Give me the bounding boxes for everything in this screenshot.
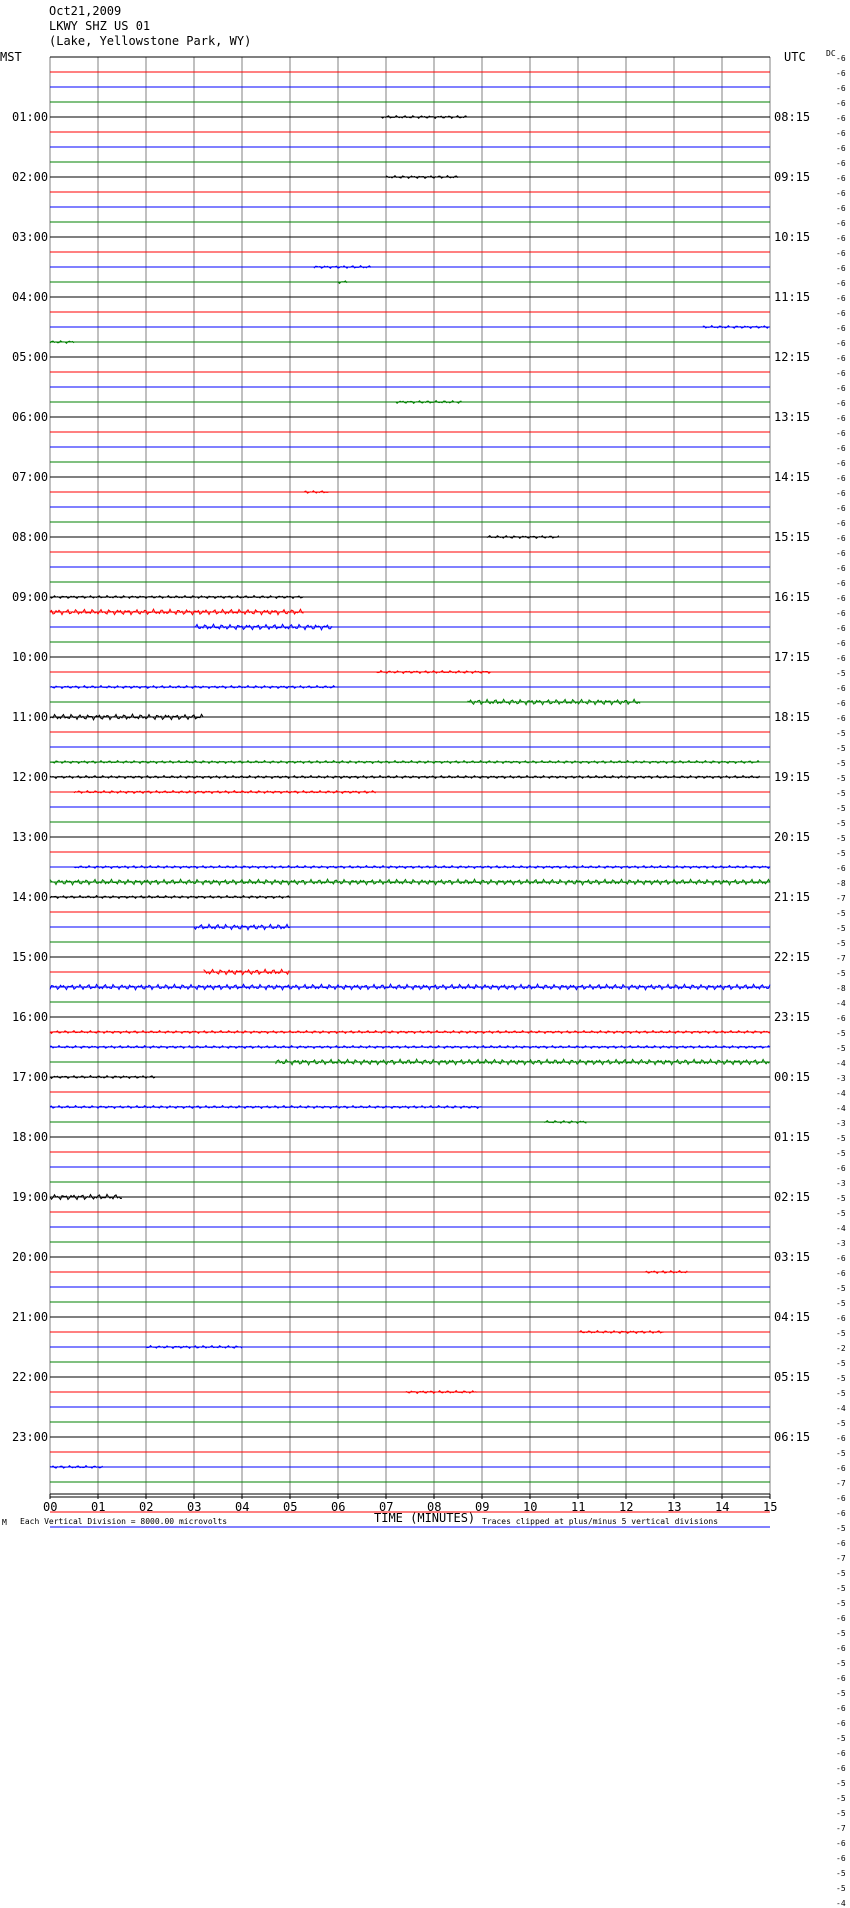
x-tick-label: 10 [523, 1500, 538, 1514]
dc-offset-value: -6 [836, 384, 846, 393]
mst-hour-label: 04:00 [12, 290, 49, 304]
dc-offset-value: -4 [836, 1059, 846, 1068]
dc-offset-value: -5 [836, 669, 846, 678]
mst-hour-label: 23:00 [12, 1430, 49, 1444]
dc-offset-value: -3 [836, 1239, 846, 1248]
dc-offset-value: -7 [836, 954, 846, 963]
dc-offset-value: -6 [836, 159, 846, 168]
utc-hour-label: 18:15 [774, 710, 811, 724]
utc-hour-label: 10:15 [774, 230, 811, 244]
clip-note: Traces clipped at plus/minus 5 vertical divisions [482, 1517, 719, 1526]
dc-offset-value: -8 [836, 879, 846, 888]
dc-offset-value: -6 [836, 174, 846, 183]
dc-offset-value: -5 [836, 789, 846, 798]
dc-offset-value: -6 [836, 1614, 846, 1623]
mst-hour-label: 07:00 [12, 470, 49, 484]
mst-hour-label: 16:00 [12, 1010, 49, 1024]
utc-hour-label: 00:15 [774, 1070, 811, 1084]
dc-offset-value: -6 [836, 1704, 846, 1713]
mst-hour-label: 12:00 [12, 770, 49, 784]
mst-hour-label: 17:00 [12, 1070, 49, 1084]
dc-offset-value: -6 [836, 1464, 846, 1473]
dc-offset-value: -6 [836, 1839, 846, 1848]
dc-offset-value: -6 [836, 204, 846, 213]
dc-offset-value: -6 [836, 1644, 846, 1653]
x-axis-title: TIME (MINUTES) [374, 1511, 476, 1525]
x-tick-label: 14 [715, 1500, 730, 1514]
dc-offset-value: -5 [836, 1599, 846, 1608]
utc-hour-label: 20:15 [774, 830, 811, 844]
mst-hour-label: 19:00 [12, 1190, 49, 1204]
station-code: LKWY SHZ US 01 [49, 19, 151, 33]
mst-hour-label: 20:00 [12, 1250, 49, 1264]
utc-hour-label: 19:15 [774, 770, 811, 784]
utc-hour-label: 02:15 [774, 1190, 811, 1204]
dc-offset-label: DC [826, 49, 836, 58]
dc-offset-value: -6 [836, 1494, 846, 1503]
dc-offset-value: -5 [836, 1194, 846, 1203]
dc-offset-value: -5 [836, 1884, 846, 1893]
dc-offset-value: -6 [836, 1434, 846, 1443]
mst-hour-label: 14:00 [12, 890, 49, 904]
dc-offset-value: -6 [836, 144, 846, 153]
utc-hour-label: 21:15 [774, 890, 811, 904]
dc-offset-value: -5 [836, 1449, 846, 1458]
x-tick-label: 04 [235, 1500, 250, 1514]
dc-offset-value: -6 [836, 519, 846, 528]
dc-offset-value: -6 [836, 714, 846, 723]
corner-mark: M [2, 1518, 7, 1527]
utc-hour-label: 13:15 [774, 410, 811, 424]
x-tick-label: 05 [283, 1500, 298, 1514]
dc-offset-value: -3 [836, 1179, 846, 1188]
x-tick-label: 12 [619, 1500, 634, 1514]
dc-offset-value: -5 [836, 924, 846, 933]
dc-offset-value: -5 [836, 1584, 846, 1593]
x-tick-label: 13 [667, 1500, 682, 1514]
dc-offset-value: -6 [836, 609, 846, 618]
utc-hour-label: 03:15 [774, 1250, 811, 1264]
x-tick-label: 02 [139, 1500, 154, 1514]
dc-offset-value: -5 [836, 1044, 846, 1053]
dc-offset-value: -6 [836, 234, 846, 243]
x-tick-label: 11 [571, 1500, 586, 1514]
dc-offset-value: -6 [836, 1314, 846, 1323]
dc-offset-value: -5 [836, 909, 846, 918]
dc-offset-value: -5 [836, 1209, 846, 1218]
dc-offset-value: -5 [836, 969, 846, 978]
dc-offset-value: -6 [836, 684, 846, 693]
dc-offset-value: -5 [836, 759, 846, 768]
dc-offset-value: -6 [836, 84, 846, 93]
dc-offset-value: -5 [836, 1029, 846, 1038]
dc-offset-value: -6 [836, 219, 846, 228]
dc-offset-value: -6 [836, 1539, 846, 1548]
seismic-activity-segment [468, 699, 640, 704]
dc-offset-value: -6 [836, 1674, 846, 1683]
dc-offset-value: -5 [836, 1299, 846, 1308]
dc-offset-value: -5 [836, 1794, 846, 1803]
mst-axis-label: MST [0, 50, 22, 64]
dc-offset-value: -6 [836, 354, 846, 363]
dc-offset-value: -5 [836, 1149, 846, 1158]
dc-offset-value: -6 [836, 414, 846, 423]
mst-hour-label: 06:00 [12, 410, 49, 424]
mst-hour-label: 11:00 [12, 710, 49, 724]
dc-offset-value: -5 [836, 1569, 846, 1578]
dc-offset-value: -7 [836, 1824, 846, 1833]
dc-offset-value: -6 [836, 189, 846, 198]
dc-offset-value: -6 [836, 1749, 846, 1758]
vertical-scale-note: Each Vertical Division = 8000.00 microvolts [20, 1517, 228, 1526]
seismic-activity-segment [578, 1331, 664, 1334]
utc-hour-label: 08:15 [774, 110, 811, 124]
dc-offset-value: -6 [836, 459, 846, 468]
dc-offset-value: -4 [836, 1404, 846, 1413]
dc-offset-value: -6 [836, 309, 846, 318]
mst-hour-label: 08:00 [12, 530, 49, 544]
dc-offset-value: -5 [836, 1779, 846, 1788]
dc-offset-value: -5 [836, 1329, 846, 1338]
dc-offset-value: -6 [836, 1164, 846, 1173]
mst-hour-label: 15:00 [12, 950, 49, 964]
dc-offset-value: -4 [836, 1089, 846, 1098]
dc-offset-value: -6 [836, 639, 846, 648]
utc-hour-label: 09:15 [774, 170, 811, 184]
dc-offset-value: -5 [836, 1374, 846, 1383]
dc-offset-value: -5 [836, 1869, 846, 1878]
mst-hour-label: 22:00 [12, 1370, 49, 1384]
dc-offset-value: -5 [836, 1689, 846, 1698]
mst-hour-label: 05:00 [12, 350, 49, 364]
dc-offset-value: -6 [836, 1269, 846, 1278]
utc-hour-label: 16:15 [774, 590, 811, 604]
dc-offset-value: -3 [836, 1074, 846, 1083]
seismic-activity-segment [405, 1391, 477, 1394]
x-tick-label: 00 [43, 1500, 58, 1514]
dc-offset-value: -5 [836, 1524, 846, 1533]
dc-offset-value: -4 [836, 1104, 846, 1113]
dc-offset-value: -6 [836, 579, 846, 588]
seismic-activity-segment [381, 116, 467, 119]
dc-offset-value: -5 [836, 1134, 846, 1143]
utc-hour-label: 05:15 [774, 1370, 811, 1384]
utc-hour-label: 11:15 [774, 290, 811, 304]
mst-hour-label: 13:00 [12, 830, 49, 844]
dc-offset-value: -4 [836, 999, 846, 1008]
utc-hour-label: 14:15 [774, 470, 811, 484]
dc-offset-value: -6 [836, 564, 846, 573]
dc-offset-value: -5 [836, 774, 846, 783]
dc-offset-value: -6 [836, 1014, 846, 1023]
dc-offset-value: -6 [836, 864, 846, 873]
seismic-activity-segment [50, 341, 74, 344]
x-tick-label: 07 [379, 1500, 394, 1514]
dc-offset-value: -3 [836, 1119, 846, 1128]
dc-offset-value: -6 [836, 294, 846, 303]
record-date: Oct21,2009 [49, 4, 122, 18]
dc-offset-value: -2 [836, 1344, 846, 1353]
dc-offset-value: -5 [836, 1659, 846, 1668]
dc-offset-value: -7 [836, 894, 846, 903]
mst-hour-label: 09:00 [12, 590, 49, 604]
dc-offset-value: -5 [836, 1284, 846, 1293]
mst-hour-label: 03:00 [12, 230, 49, 244]
utc-hour-label: 15:15 [774, 530, 811, 544]
dc-offset-value: -8 [836, 984, 846, 993]
dc-offset-value: -6 [836, 369, 846, 378]
utc-hour-label: 12:15 [774, 350, 811, 364]
dc-offset-value: -5 [836, 819, 846, 828]
x-tick-label: 03 [187, 1500, 202, 1514]
dc-offset-value: -6 [836, 504, 846, 513]
mst-hour-label: 02:00 [12, 170, 49, 184]
utc-hour-label: 17:15 [774, 650, 811, 664]
dc-offset-value: -6 [836, 264, 846, 273]
dc-offset-value: -6 [836, 1764, 846, 1773]
dc-offset-value: -5 [836, 849, 846, 858]
x-tick-label: 06 [331, 1500, 346, 1514]
dc-offset-value: -6 [836, 249, 846, 258]
dc-offset-value: -6 [836, 699, 846, 708]
utc-hour-label: 22:15 [774, 950, 811, 964]
dc-offset-value: -5 [836, 1629, 846, 1638]
dc-offset-value: -6 [836, 444, 846, 453]
seismic-activity-segment [74, 791, 376, 794]
mst-hour-label: 10:00 [12, 650, 49, 664]
dc-offset-value: -6 [836, 1254, 846, 1263]
dc-offset-value: -5 [836, 834, 846, 843]
dc-offset-value: -6 [836, 489, 846, 498]
dc-offset-value: -6 [836, 624, 846, 633]
dc-offset-value: -6 [836, 114, 846, 123]
seismic-activity-segment [194, 624, 332, 630]
station-location: (Lake, Yellowstone Park, WY) [49, 34, 252, 48]
dc-offset-value: -7 [836, 1554, 846, 1563]
dc-offset-value: -5 [836, 1419, 846, 1428]
dc-offset-value: -6 [836, 99, 846, 108]
dc-offset-value: -5 [836, 729, 846, 738]
utc-hour-label: 04:15 [774, 1310, 811, 1324]
dc-offset-value: -6 [836, 69, 846, 78]
dc-offset-value: -4 [836, 1899, 846, 1908]
dc-offset-value: -5 [836, 1809, 846, 1818]
chart-grid [50, 57, 770, 1494]
mst-hour-label: 21:00 [12, 1310, 49, 1324]
dc-offset-value: -5 [836, 804, 846, 813]
dc-offset-value: -6 [836, 1509, 846, 1518]
mst-hour-label: 18:00 [12, 1130, 49, 1144]
dc-offset-value: -6 [836, 54, 846, 63]
utc-axis-label: UTC [784, 50, 806, 64]
dc-offset-value: -5 [836, 1359, 846, 1368]
dc-offset-value: -6 [836, 549, 846, 558]
trace-lines [50, 57, 770, 1534]
dc-offset-value: -6 [836, 324, 846, 333]
dc-offset-value: -6 [836, 654, 846, 663]
dc-offset-value: -5 [836, 744, 846, 753]
dc-offset-value: -6 [836, 534, 846, 543]
utc-hour-label: 23:15 [774, 1010, 811, 1024]
dc-offset-value: -6 [836, 129, 846, 138]
utc-hour-label: 01:15 [774, 1130, 811, 1144]
x-tick-label: 09 [475, 1500, 490, 1514]
dc-offset-value: -6 [836, 429, 846, 438]
dc-offset-value: -6 [836, 594, 846, 603]
dc-offset-value: -7 [836, 1479, 846, 1488]
dc-offset-value: -5 [836, 1389, 846, 1398]
dc-offset-value: -6 [836, 474, 846, 483]
dc-offset-value: -6 [836, 339, 846, 348]
seismic-activity-segment [50, 896, 290, 899]
x-tick-label: 08 [427, 1500, 442, 1514]
x-tick-label: 15 [763, 1500, 778, 1514]
dc-offset-value: -6 [836, 1854, 846, 1863]
dc-offset-value: -6 [836, 279, 846, 288]
dc-offset-value: -5 [836, 1734, 846, 1743]
mst-hour-label: 01:00 [12, 110, 49, 124]
dc-offset-value: -4 [836, 1224, 846, 1233]
dc-offset-value: -6 [836, 1719, 846, 1728]
utc-hour-label: 06:15 [774, 1430, 811, 1444]
x-tick-label: 01 [91, 1500, 106, 1514]
dc-offset-value: -5 [836, 939, 846, 948]
dc-offset-value: -6 [836, 399, 846, 408]
